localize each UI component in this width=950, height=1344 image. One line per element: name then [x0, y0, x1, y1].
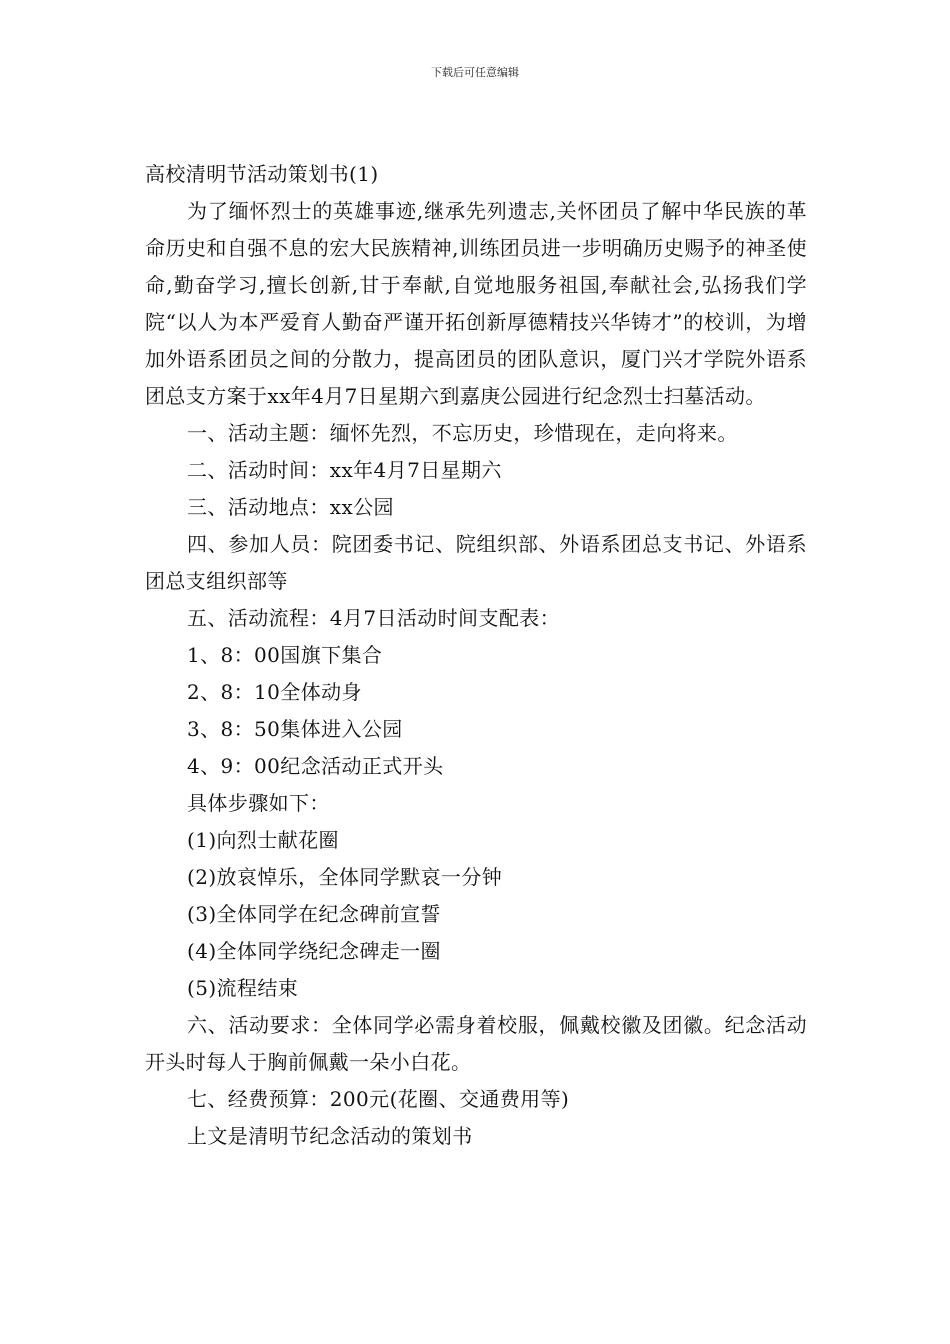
section-theme: 一、活动主题：缅怀先烈，不忘历史，珍惜现在，走向将来。: [187, 421, 738, 445]
section-requirements: 六、活动要求：全体同学必需身着校服，佩戴校徽及团徽。纪念活动开头时每人于胸前佩戴一朵小白花。: [145, 1013, 807, 1074]
steps-list: [145, 822, 807, 1007]
schedule-item: 3、8：50集体进入公园: [187, 717, 403, 741]
schedule-list: [145, 637, 807, 785]
step-item: (1)向烈士献花圈: [187, 828, 339, 852]
section-process-heading: 五、活动流程：4月7日活动时间支配表：: [187, 606, 561, 630]
document-title: 高校清明节活动策划书(1): [145, 162, 379, 186]
section-budget: 七、经费预算：200元(花圈、交通费用等): [187, 1087, 570, 1111]
section-location: 三、活动地点：xx公园: [187, 495, 394, 519]
closing-line: 上文是清明节纪念活动的策划书: [187, 1124, 473, 1148]
section-time: 二、活动时间：xx年4月7日星期六: [187, 458, 502, 482]
intro-paragraph: 为了缅怀烈士的英雄事迹,继承先列遗志,关怀团员了解中华民族的革命历史和自强不息的宏大民族精神,训练团员进一步明确历史赐予的神圣使命,勤奋学习,擅长创新,甘于奉献,自觉地服务祖国,奉献社会,弘扬我们学院“以人为本严爱育人勤奋严谨开拓创新厚德精技兴华铸才”的校训，为增加外语系团员之间的分散力，提高团员的团队意识，厦门兴才学院外语系团总支方案于xx年4月7日星期六到嘉庚公园进行纪念烈士扫墓活动。: [145, 199, 807, 408]
step-item: (2)放哀悼乐，全体同学默哀一分钟: [187, 865, 503, 889]
schedule-item: 4、9：00纪念活动正式开头: [187, 754, 444, 778]
steps-heading: 具体步骤如下：: [187, 791, 330, 815]
step-item: (3)全体同学在纪念碑前宣誓: [187, 902, 441, 926]
document-body: [145, 156, 807, 1155]
page-header-note: 下载后可任意编辑: [431, 66, 519, 79]
schedule-item: 2、8：10全体动身: [187, 680, 362, 704]
schedule-item: 1、8：00国旗下集合: [187, 643, 383, 667]
section-participants: 四、参加人员：院团委书记、院组织部、外语系团总支书记、外语系团总支组织部等: [145, 532, 807, 593]
step-item: (5)流程结束: [187, 976, 299, 1000]
step-item: (4)全体同学绕纪念碑走一圈: [187, 939, 441, 963]
